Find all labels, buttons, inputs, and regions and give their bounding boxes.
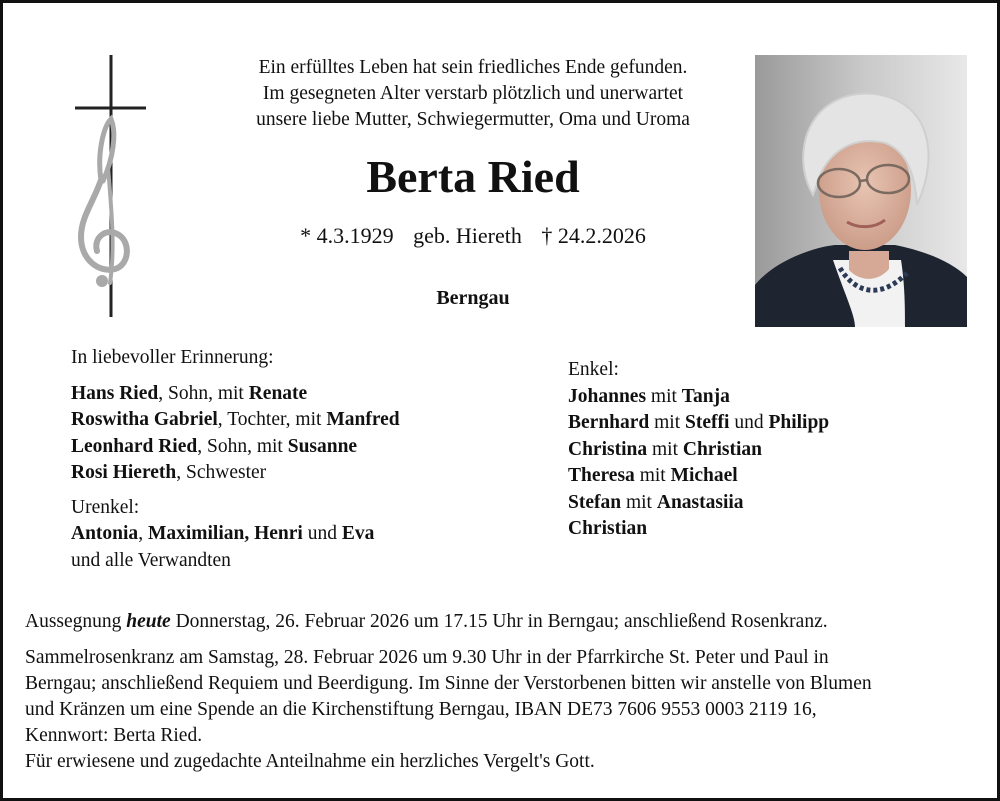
intro-text [193, 55, 753, 133]
separator: mit [647, 438, 683, 460]
intro-line: Ein erfülltes Leben hat sein friedliches Ende gefunden. [258, 57, 688, 78]
partner-name: Michael [670, 465, 738, 486]
blessing-emphasis: heute [126, 611, 171, 632]
list-item [71, 381, 400, 408]
grandchild-name: Johannes [568, 385, 647, 407]
grandchild-name: Maximilian, [147, 523, 250, 544]
member-relation: , Sohn, mit [158, 382, 249, 404]
notice-line: Sammelrosenkranz am Samstag, 28. Februar 2026 um 9.30 Uhr in der Pfarrkirche St. Peter und Paul in [25, 647, 829, 668]
grandchildren-heading: Enkel: [568, 359, 619, 380]
notice-line: Für erwiesene und zugedachte Anteilnahme ein herzliches Vergelt's Gott. [25, 751, 595, 772]
member-partner: Susanne [287, 435, 358, 457]
intro-line: Im gesegneten Alter verstarb plötzlich und unerwartet [262, 83, 684, 104]
grandchild-name: Henri [254, 523, 303, 544]
separator: mit [649, 412, 686, 433]
child-name: Philipp [768, 412, 830, 433]
family-heading: In liebevoller Erinnerung: [71, 347, 274, 368]
blessing-text: Donnerstag, 26. Februar 2026 um 17.15 Uhr in Berngau; anschließend Rosenkranz. [170, 611, 828, 632]
list-item [568, 516, 829, 543]
notice-line: Berngau; anschließend Requiem und Beerdigung. Im Sinne der Verstorbenen bitten wir anstelle von Blumen [25, 673, 872, 694]
member-relation: , Schwester [176, 462, 267, 483]
member-name: Leonhard Ried [71, 435, 198, 457]
separator: und [302, 523, 342, 544]
relatives-line: und alle Verwandten [71, 549, 231, 571]
partner-name: Tanja [681, 385, 730, 407]
intro-line: unsere liebe Mutter, Schwiegermutter, Oma und Uroma [256, 109, 690, 130]
member-name: Hans Ried [71, 382, 159, 404]
list-item [568, 384, 829, 411]
separator: und [729, 412, 769, 433]
portrait-photo [755, 55, 967, 327]
cross-treble-clef-icon [71, 55, 151, 320]
place-name: Berngau [436, 287, 510, 309]
list-item [568, 437, 829, 464]
separator: , [138, 523, 148, 544]
family-column [71, 345, 400, 574]
partner-name: Christian [682, 438, 762, 460]
separator: mit [634, 465, 671, 486]
service-notice [25, 609, 975, 775]
grandchild-name: Christina [568, 438, 648, 460]
deceased-name: Berta Ried [366, 151, 580, 202]
member-name: Roswitha Gabriel [71, 409, 218, 430]
great-grandchildren-list [71, 521, 400, 548]
member-relation: , Sohn, mit [197, 435, 288, 457]
life-dates [193, 221, 753, 251]
separator: mit [621, 491, 657, 513]
list-item [71, 460, 400, 487]
birth-date: * 4.3.1929 [300, 223, 394, 248]
list-item [568, 490, 829, 517]
partner-name: Anastasiia [656, 491, 744, 513]
maiden-name: geb. Hiereth [413, 223, 522, 248]
grandchild-name: Bernhard [568, 412, 650, 433]
member-partner: Renate [248, 382, 308, 404]
list-item [71, 434, 400, 461]
blessing-text: Aussegnung [25, 611, 127, 632]
death-date: † 24.2.2026 [541, 223, 646, 248]
list-item [568, 410, 829, 437]
grandchild-name: Eva [341, 523, 375, 544]
grandchildren-column [568, 357, 829, 543]
separator: mit [646, 385, 682, 407]
grandchild-name: Theresa [568, 465, 635, 486]
blessing-line [25, 609, 975, 635]
list-item [568, 463, 829, 490]
notice-line: Kennwort: Berta Ried. [25, 725, 203, 746]
notice-line: und Kränzen um eine Spende an die Kirchenstiftung Berngau, IBAN DE73 7606 9553 0003 2119 16, [25, 699, 817, 720]
member-name: Rosi Hiereth [71, 462, 177, 483]
grandchild-name: Christian [568, 518, 648, 539]
partner-name: Steffi [685, 412, 730, 433]
grandchild-name: Stefan [568, 491, 622, 513]
grandchild-name: Antonia [71, 523, 139, 544]
member-relation: , Tochter, mit [217, 409, 327, 430]
great-grandchildren-heading: Urenkel: [71, 496, 140, 518]
list-item [71, 407, 400, 434]
member-partner: Manfred [326, 409, 400, 430]
